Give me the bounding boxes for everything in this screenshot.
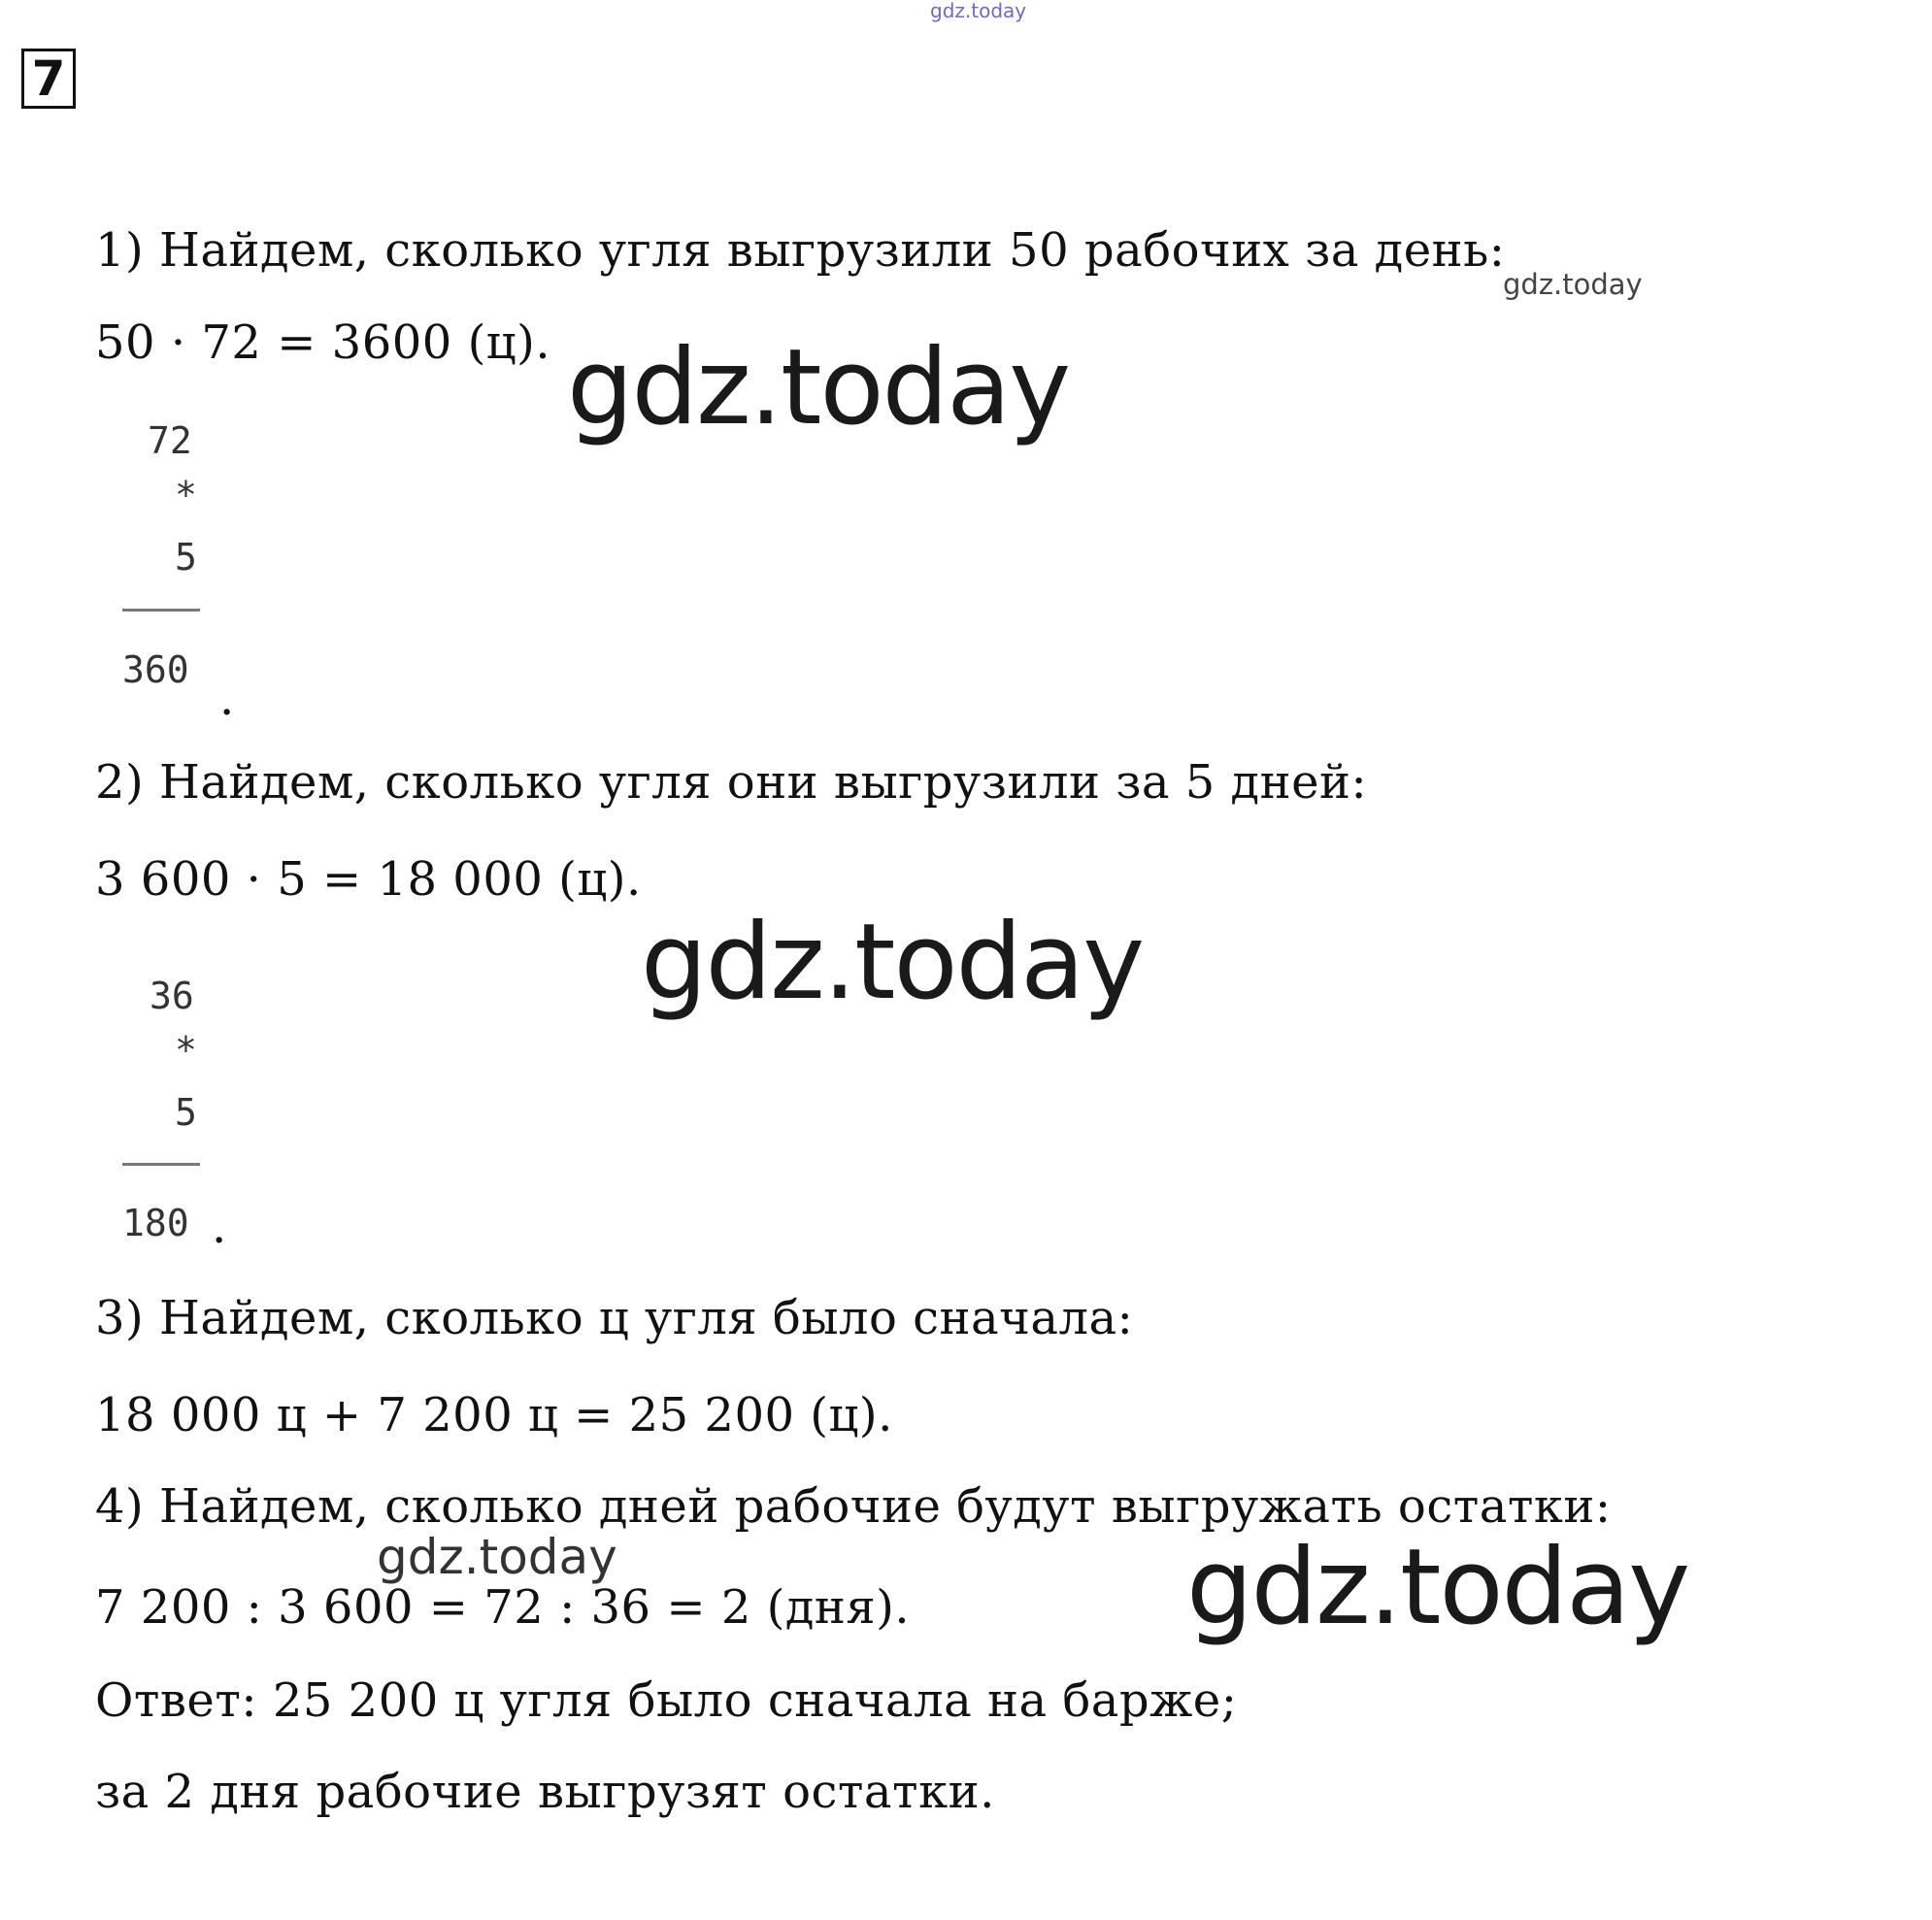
step-4-equation: 7 200 : 3 600 = 72 : 36 = 2 (дня). [95,1580,911,1635]
watermark-small-1: gdz.today [1503,268,1643,301]
step-1-heading: 1) Найдем, сколько угля выгрузили 50 рабочих за день: [95,223,1506,278]
column-rule [122,609,200,612]
column-bottom-operand: 5 [175,536,197,579]
step-2-equation: 3 600 · 5 = 18 000 (ц). [95,852,642,907]
step-4-heading: 4) Найдем, сколько дней рабочие будут выгружать остатки: [95,1479,1612,1534]
column-result: 360 [122,648,189,691]
step-3-heading: 3) Найдем, сколько ц угля было сначала: [95,1291,1134,1345]
column-period: . [219,672,235,726]
step-1-equation: 50 · 72 = 3600 (ц). [95,315,551,370]
column-period: . [212,1200,227,1254]
watermark-big-2: gdz.today [641,902,1144,1023]
column-top-operand: 36 [150,975,194,1017]
column-top-operand: 72 [148,419,192,462]
column-operator: * [175,474,197,516]
task-number-box: 7 [21,49,76,109]
answer-line-1: Ответ: 25 200 ц угля было сначала на барже; [95,1673,1238,1728]
watermark-big-3: gdz.today [1186,1527,1689,1648]
watermark-mid: gdz.today [377,1529,617,1585]
step-2-heading: 2) Найдем, сколько угля они выгрузили за 5 дней: [95,755,1368,810]
step-3-equation: 18 000 ц + 7 200 ц = 25 200 (ц). [95,1388,893,1442]
column-result: 180 [122,1202,189,1244]
watermark-big-1: gdz.today [567,327,1070,448]
watermark-top: gdz.today [930,0,1027,22]
column-rule [122,1163,200,1166]
answer-line-2: за 2 дня рабочие выгрузят остатки. [95,1765,995,1819]
column-bottom-operand: 5 [175,1091,197,1134]
column-operator: * [175,1029,197,1072]
